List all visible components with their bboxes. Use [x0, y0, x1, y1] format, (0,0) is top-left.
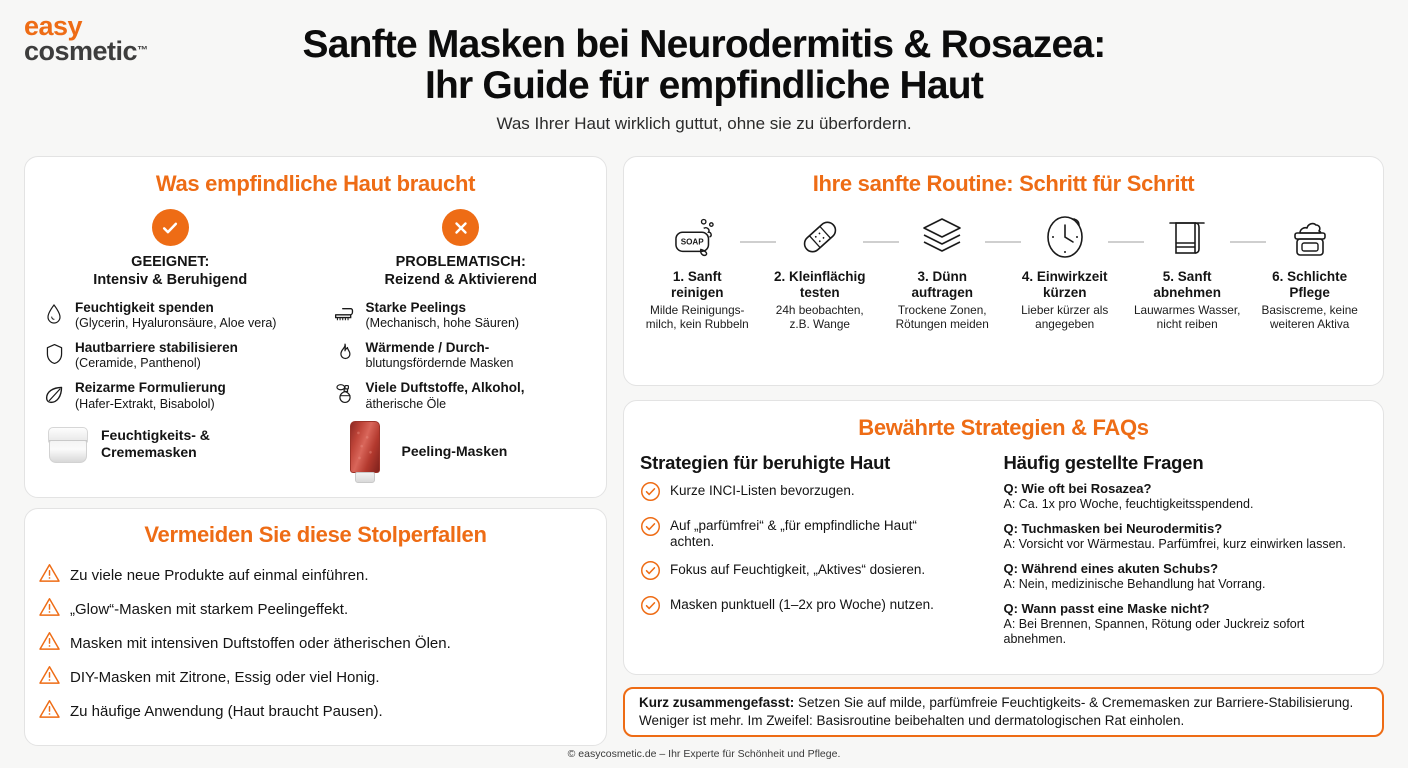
list-item: Starke Peelings (Mechanisch, hohe Säuren) [326, 300, 597, 331]
suitable-heading: GEEIGNET: Intensiv & Beruhigend [93, 254, 248, 288]
check-circle-outline-icon [640, 481, 661, 507]
check-circle-outline-icon [640, 595, 661, 621]
pitfalls-list [25, 558, 606, 728]
list-item: Kurze INCI-Listen bevorzugen. [640, 481, 994, 507]
faq-item: Q: Tuchmasken bei Neurodermitis? A: Vorsicht vor Wärmestau. Parfümfrei, kurz einwirken lassen. [1003, 521, 1346, 551]
cream-jar-product [45, 421, 91, 467]
list-item: Viele Duftstoffe, Alkohol, ätherische Öle [326, 380, 597, 411]
brush-icon [332, 301, 358, 327]
summary-box [623, 687, 1384, 737]
leaf-icon [41, 381, 67, 407]
list-item: Zu viele neue Produkte auf einmal einführen. [39, 558, 592, 592]
soap-bar-icon [636, 211, 758, 259]
faq-item: Q: Während eines akuten Schubs? A: Nein, medizinische Behandlung hat Vorrang. [1003, 561, 1266, 591]
strategies-heading: Strategien für beruhigte Haut [640, 452, 891, 473]
brand-line1: easy [24, 11, 83, 41]
cream-jar-icon [1248, 211, 1370, 259]
problematic-product: Peeling-Masken [326, 421, 597, 483]
suitable-column [25, 209, 316, 483]
peeling-tube-product [348, 421, 382, 483]
list-item: Feuchtigkeit spenden (Glycerin, Hyaluronsäure, Aloe vera) [35, 300, 306, 331]
routine-step-6: 6. Schlichte Pflege Basiscreme, keine weiteren Aktiva [1248, 211, 1370, 332]
warning-triangle-icon [39, 563, 60, 587]
needs-card [24, 156, 607, 498]
check-circle-outline-icon [640, 560, 661, 586]
routine-card-title: Ihre sanfte Routine: Schritt für Schritt [812, 171, 1195, 196]
list-item: DIY-Masken mit Zitrone, Essig oder viel Honig. [39, 660, 592, 694]
warning-triangle-icon [39, 699, 60, 723]
flame-icon [332, 341, 358, 367]
droplet-icon [41, 301, 67, 327]
routine-step-5: 5. Sanft abnehmen Lauwarmes Wasser, nicht reiben [1126, 211, 1248, 332]
needs-card-title: Was empfindliche Haut braucht [155, 171, 476, 196]
problematic-column [316, 209, 607, 483]
page-header [0, 24, 1408, 134]
warning-triangle-icon [39, 631, 60, 655]
list-item: Reizarme Formulierung (Hafer-Extrakt, Bisabolol) [35, 380, 306, 411]
shield-icon [41, 341, 67, 367]
list-item: Masken mit intensiven Duftstoffen oder ätherischen Ölen. [39, 626, 592, 660]
suitable-product: Feuchtigkeits- & Crememasken [35, 421, 306, 467]
list-item: Hautbarriere stabilisieren (Ceramide, Panthenol) [35, 340, 306, 371]
list-item: Zu häufige Anwendung (Haut braucht Pausen). [39, 694, 592, 728]
check-icon [152, 209, 189, 246]
routine-step-2: 2. Kleinflächig testen 24h beobachten, z.B. Wange [758, 211, 880, 332]
routine-steps [624, 211, 1383, 332]
trademark-symbol: ™ [137, 44, 149, 57]
brand-line2: cosmetic [24, 36, 138, 67]
faq-item: Q: Wann passt eine Maske nicht? A: Bei Brennen, Spannen, Rötung oder Juckreiz sofort abnehmen. [1003, 601, 1305, 647]
routine-step-4: 4. Einwirkzeit kürzen Lieber kürzer als angegeben [1003, 211, 1125, 332]
list-item: Wärmende / Durch- blutungsfördernde Masken [326, 340, 597, 371]
faq-column [1004, 452, 1368, 657]
faq-heading: Häufig gestellte Fragen [1003, 452, 1204, 473]
summary-label: Kurz zusammengefasst: [639, 695, 795, 711]
faq-item: Q: Wie oft bei Rosazea? A: Ca. 1x pro Woche, feuchtigkeitsspendend. [1003, 481, 1254, 511]
list-item: „Glow“-Masken mit starkem Peelingeffekt. [39, 592, 592, 626]
routine-step-1: SOAP 1. Sanft reinigen Milde Reinigungs- milch, kein Rubbeln [636, 211, 758, 332]
layers-icon [881, 211, 1003, 259]
page-title-line2: Ihr Guide für empfindliche Haut [424, 64, 984, 108]
towel-icon [1126, 211, 1248, 259]
pitfalls-card [24, 508, 607, 746]
routine-step-3: 3. Dünn auftragen Trockene Zonen, Rötungen meiden [881, 211, 1003, 332]
check-circle-outline-icon [640, 516, 661, 542]
bandage-icon [758, 211, 880, 259]
page-title-line1: Sanfte Masken bei Neurodermitis & Rosazea: [302, 23, 1106, 66]
clock-icon [1003, 211, 1125, 259]
list-item: Auf „parfümfrei“ & „für empfindliche Haut“ achten. [640, 516, 994, 551]
svg-text:SOAP: SOAP [680, 237, 704, 247]
strategies-faq-card [623, 400, 1384, 675]
perfume-icon [332, 381, 358, 407]
warning-triangle-icon [39, 665, 60, 689]
problematic-heading: PROBLEMATISCH: Reizend & Aktivierend [384, 254, 538, 288]
summary-text: Setzen Sie auf milde, parfümfreie Feuchtigkeits- & Crememasken zur Barriere-Stabilisierung. Weniger ist mehr. Im Zweifel: Basisroutine beibehalten und dermatologischen Rat einholen. [639, 695, 1354, 728]
routine-card [623, 156, 1384, 386]
list-item: Fokus auf Feuchtigkeit, „Aktives“ dosieren. [640, 560, 994, 586]
cross-icon [442, 209, 479, 246]
strategies-column [640, 452, 1004, 657]
warning-triangle-icon [39, 597, 60, 621]
footer-text: © easycosmetic.de – Ihr Experte für Schönheit und Pflege. [567, 748, 841, 760]
strategies-faq-card-title: Bewährte Strategien & FAQs [858, 415, 1149, 440]
pitfalls-card-title: Vermeiden Sie diese Stolperfallen [144, 522, 487, 547]
list-item: Masken punktuell (1–2x pro Woche) nutzen. [640, 595, 994, 621]
page-subtitle: Was Ihrer Haut wirklich guttut, ohne sie zu überfordern. [496, 113, 912, 133]
